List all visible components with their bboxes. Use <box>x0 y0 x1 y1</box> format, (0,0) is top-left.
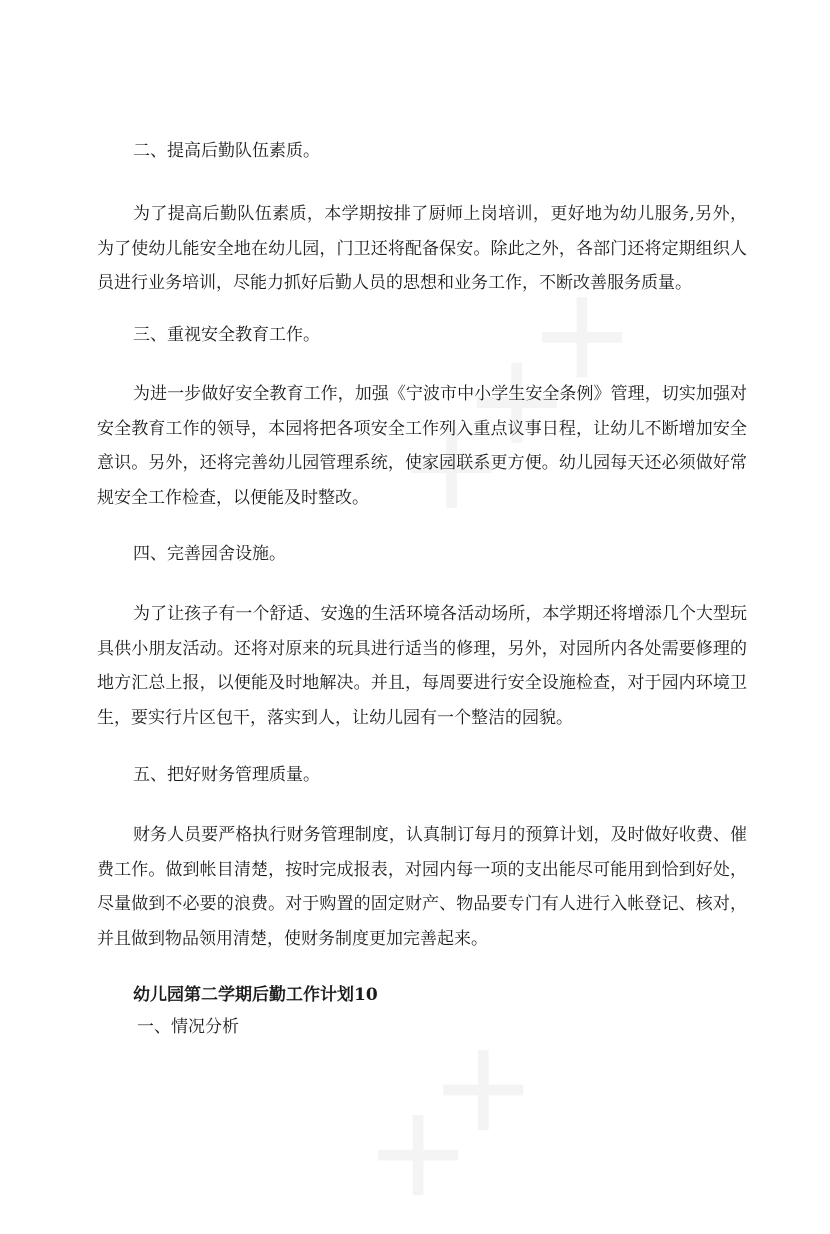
section-2-heading: 二、提高后勤队伍素质。 <box>133 141 320 161</box>
section-3-body: 为进一步做好安全教育工作，加强《宁波市中小学生安全条例》管理，切实加强对安全教育工作的领导，本园将把各项安全工作列入重点议事日程，让幼儿不断增加安全意识。另外，还将完善幼儿园管理系统，使家园联系更方便。幼儿园每天还必须做好常规安全工作检查，以便能及时整改。 <box>97 384 747 508</box>
section-2-body: 为了提高后勤队伍素质，本学期按排了厨师上岗培训，更好地为幼儿服务,另外，为了使幼儿能安全地在幼儿园，门卫还将配备保安。除此之外，各部门还将定期组织人员进行业务培训，尽能力抓好后勤人员的思想和业务工作，不断改善服务质量。 <box>97 204 747 293</box>
section-4-heading: 四、完善园舍设施。 <box>133 544 286 564</box>
plan-subheading: 一、情况分析 <box>137 1017 239 1037</box>
watermark <box>342 1014 563 1234</box>
section-3-heading: 三、重视安全教育工作。 <box>133 325 320 345</box>
section-5-body: 财务人员要严格执行财务管理制度，认真制订每月的预算计划，及时做好收费、催费工作。做到帐目清楚，按时完成报表，对园内每一项的支出能尽可能用到恰到好处，尽量做到不必要的浪费。对于购置的固定财产、物品要专门有人进行入帐登记、核对，并且做到物品领用清楚，使财务制度更加完善起来。 <box>97 825 747 949</box>
section-4-body: 为了让孩子有一个舒适、安逸的生活环境各活动场所，本学期还将增添几个大型玩具供小朋友活动。还将对原来的玩具进行适当的修理，另外，对园所内各处需要修理的地方汇总上报，以便能及时地解决。并且，每周要进行安全设施检查，对于园内环境卫生，要实行片区包干，落实到人，让幼儿园有一个整洁的园貌。 <box>97 604 747 728</box>
section-5-heading: 五、把好财务管理质量。 <box>133 765 320 785</box>
plan-title: 幼儿园第二学期后勤工作计划10 <box>133 985 378 1005</box>
